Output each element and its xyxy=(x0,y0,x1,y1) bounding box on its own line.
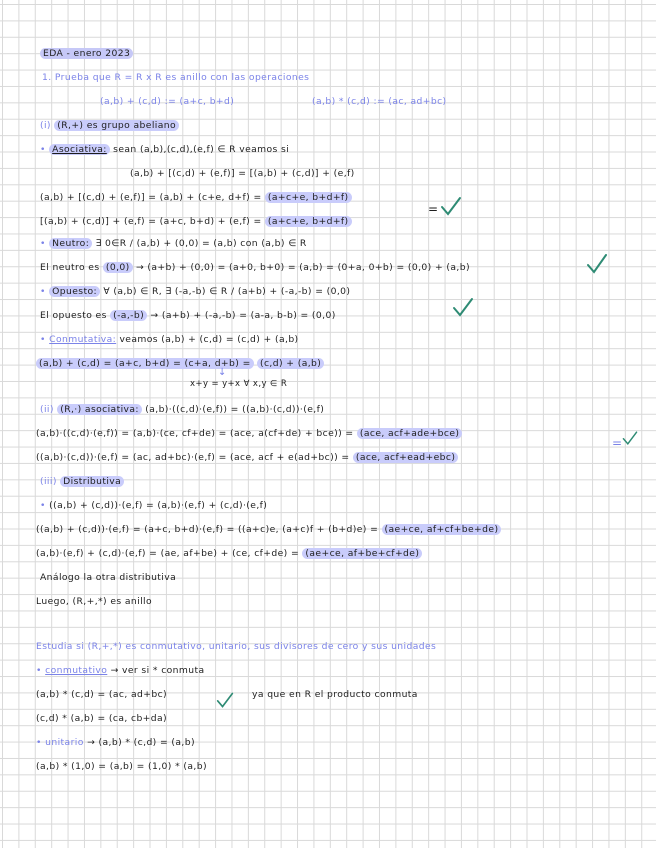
conm-note: x+y = y+x ∀ x,y ∈ R xyxy=(190,379,288,389)
check-icon xyxy=(440,195,462,217)
conm-line: • Conmutativa: veamos (a,b) + (c,d) = (c,d) + (a,b) xyxy=(40,334,299,345)
assoc-equation: (a,b) + [(c,d) + (e,f)] = [(a,b) + (c,d)] + (e,f) xyxy=(130,168,355,179)
part-iii-line-1: ((a,b) + (c,d))·(e,f) = (a+c, b+d)·(e,f) = ((a+c)e, (a+c)f + (b+d)e) = (ae+ce, af+cf+be+de) xyxy=(36,523,501,536)
part-ii-line-2: ((a,b)·(c,d))·(e,f) = (ac, ad+bc)·(e,f) = (ace, acf + e(ad+bc)) = (ace, acf+ead+ebc) xyxy=(36,451,458,464)
ex2-conm-label: conmutativo xyxy=(45,665,108,676)
check-icon xyxy=(452,296,474,318)
part-ii-heading: (ii) (R,·) asociativa: (a,b)·((c,d)·(e,f)) = ((a,b)·(c,d))·(e,f) xyxy=(40,404,325,415)
check-icon xyxy=(586,253,608,275)
assoc-line: • Asociativa: sean (a,b),(c,d),(e,f) ∈ R veamos si xyxy=(40,144,290,155)
opuesto-result: El opuesto es (-a,-b) → (a+b) + (-a,-b) = (a-a, b-b) = (0,0) xyxy=(40,310,336,321)
part-iii-heading: (iii) Distributiva xyxy=(40,475,124,488)
conm-label: Conmutativa: xyxy=(49,334,117,345)
operation-product: (a,b) * (c,d) := (ac, ad+bc) xyxy=(312,96,447,107)
ex2-conm-line: • conmutativo → ver si * conmuta xyxy=(36,665,205,676)
opuesto-label: Opuesto: xyxy=(49,286,100,297)
part-i-heading: (i) (R,+) es grupo abeliano xyxy=(40,119,179,132)
part-iii-statement: • ((a,b) + (c,d))·(e,f) = (a,b)·(e,f) + (c,d)·(e,f) xyxy=(40,500,268,511)
ex2-unit-line: • unitario → (a,b) * (c,d) = (a,b) xyxy=(36,737,195,748)
check-icon xyxy=(216,690,234,710)
ex2-unit-label: unitario xyxy=(45,737,84,748)
ex2-conm-eq-1: (a,b) * (c,d) = (ac, ad+bc) xyxy=(36,689,168,700)
operation-sum: (a,b) + (c,d) := (a+c, b+d) xyxy=(100,96,235,107)
page-title: EDA - enero 2023 xyxy=(40,47,133,60)
check-icon xyxy=(622,429,638,447)
ex2-unit-eq: (a,b) * (1,0) = (a,b) = (1,0) * (a,b) xyxy=(36,761,207,772)
ex2-conm-eq-2: (c,d) * (a,b) = (ca, cb+da) xyxy=(36,713,168,724)
conm-result: (a,b) + (c,d) = (a+c, b+d) = (c+a, d+b) = (c,d) + (a,b) xyxy=(36,357,324,370)
assoc-left-side: (a,b) + [(c,d) + (e,f)] = (a,b) + (c+e, d+f) = (a+c+e, b+d+f) xyxy=(40,191,352,204)
assoc-label: Asociativa: xyxy=(49,144,110,155)
neutro-line: • Neutro: ∃ 0∈R / (a,b) + (0,0) = (a,b) con (a,b) ∈ R xyxy=(40,238,307,249)
down-arrow-icon: ↓ xyxy=(218,367,227,378)
ex2-conm-note: ya que en R el producto conmuta xyxy=(252,689,418,700)
exercise1-statement: 1. Prueba que R = R x R es anillo con las operaciones xyxy=(42,72,310,83)
exercise2-statement: Estudia si (R,+,*) es conmutativo, unitario, sus divisores de cero y sus unidades xyxy=(36,641,437,652)
part-ii-line-1: (a,b)·((c,d)·(e,f)) = (a,b)·(ce, cf+de) = (ace, a(cf+de) + bce)) = (ace, acf+ade+bce) xyxy=(36,427,462,440)
assoc-right-side: [(a,b) + (c,d)] + (e,f) = (a+c, b+d) + (e,f) = (a+c+e, b+d+f) xyxy=(40,215,352,228)
ring-conclusion: Luego, (R,+,*) es anillo xyxy=(36,596,153,607)
analog-note: Análogo la otra distributiva xyxy=(40,572,177,583)
opuesto-line: • Opuesto: ∀ (a,b) ∈ R, ∃ (-a,-b) ∈ R / (a+b) + (-a,-b) = (0,0) xyxy=(40,286,351,297)
neutro-result: El neutro es (0,0) → (a+b) + (0,0) = (a+0, b+0) = (a,b) = (0+a, 0+b) = (0,0) + (a,b) xyxy=(40,262,470,273)
part-ii-equal-sign: = xyxy=(612,436,623,450)
assoc-equal-sign: = xyxy=(428,202,439,216)
neutro-label: Neutro: xyxy=(49,238,92,249)
part-iii-line-2: (a,b)·(e,f) + (c,d)·(e,f) = (ae, af+be) + (ce, cf+de) = (ae+ce, af+be+cf+de) xyxy=(36,547,422,560)
